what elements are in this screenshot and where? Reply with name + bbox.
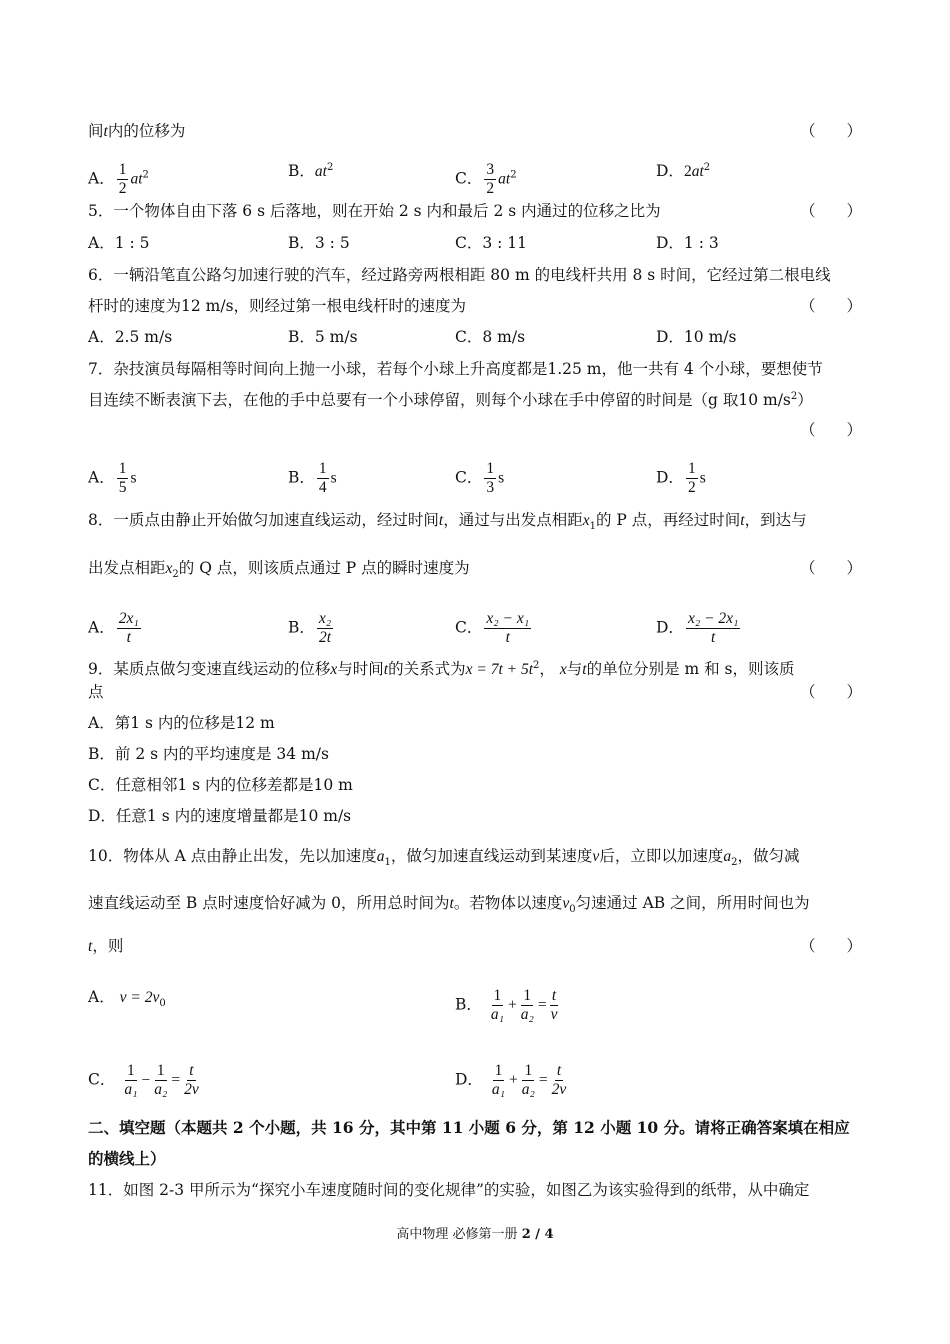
q6-option-b: B．5 m/s [288, 328, 358, 346]
q4-option-d: D．$2at^2$ [656, 161, 711, 180]
q9-option-d: D．任意1 s 内的速度增量都是10 m/s [88, 807, 352, 825]
q10-stem-line2: 速直线运动至 B 点时速度恰好减为 0，所用总时间为t。若物体以速度$v_0$匀速通过 AB 之间，所用时间也为 [88, 894, 810, 916]
q7-option-a: A． $\frac{1}{5}$ s [88, 460, 137, 496]
q7-stem-line2: 目连续不断表演下去，在他的手中总要有一个小球停留，则每个小球在手中停留的时间是（g 取10 $m/s^2$） [88, 390, 813, 409]
q10-answer-paren: （ ） [800, 937, 863, 955]
q9-stem-line1: 9．某质点做匀变速直线运动的位移x与时间t的关系式为$x = 7t + 5t^2$， x与t的单位分别是 m 和 s，则该质 [88, 659, 795, 678]
q11-stem-line1: 11．如图 2-3 甲所示为“探究小车速度随时间的变化规律”的实验，如图乙为该实验得到的纸带，从中确定 [88, 1181, 810, 1199]
q10-option-d: D． $\frac{1}{\text{a₁}}$ + $\frac{1}{\text{a₂}}$ = $\frac{t}{2v}$ [455, 1062, 567, 1098]
q5-stem: 5．一个物体自由下落 6 s 后落地，则在开始 2 s 内和最后 2 s 内通过的位移之比为 [88, 202, 661, 220]
q8-option-c: C． $\frac{\text{x₂ − x₁}}{t}$ [455, 610, 530, 646]
q5-option-c: C．3 : 11 [455, 234, 528, 252]
q6-option-d: D．10 m/s [656, 328, 737, 346]
q6-stem-line2: 杆时的速度为12 m/s，则经过第一根电线杆时的速度为 [88, 297, 467, 315]
q4-option-c: C． $\frac{3}{2}$ $at^2$ [455, 161, 517, 197]
q4-option-a: A． $\frac{1}{2}$ $at^2$ [88, 161, 149, 197]
q8-stem-line2: 出发点相距$x_2$的 Q 点，则该质点通过 P 点的瞬时速度为 [88, 559, 470, 581]
q10-stem-line1: 10．物体从 A 点由静止出发，先以加速度$a_1$，做匀加速直线运动到某速度v后，立即以加速度$a_2$，做匀减 [88, 847, 800, 869]
q7-option-c: C． $\frac{1}{3}$ s [455, 460, 505, 496]
q5-option-b: B．3 : 5 [288, 234, 350, 252]
q7-option-b: B． $\frac{1}{4}$ s [288, 460, 337, 496]
q7-option-d: D． $\frac{1}{2}$ s [656, 460, 706, 496]
q6-option-c: C．8 m/s [455, 328, 526, 346]
q5-option-a: A．1 : 5 [88, 234, 150, 252]
section2-heading-line1: 二、填空题（本题共 2 个小题，共 16 分，其中第 11 小题 6 分，第 12 小题 10 分。请将正确答案填在相应 [88, 1118, 850, 1137]
q8-stem-line1: 8．一质点由静止开始做匀加速直线运动，经过时间t，通过与出发点相距$x_1$的 P 点，再经过时间t，到达与 [88, 511, 807, 533]
q9-option-c: C．任意相邻1 s 内的位移差都是10 m [88, 776, 353, 794]
q4-stem: 间t内的位移为 [88, 122, 186, 140]
q6-answer-paren: （ ） [800, 297, 863, 315]
q8-option-a: A． $\frac{\text{2x₁}}{t}$ [88, 610, 139, 646]
q4-option-b: B．$at^2$ [288, 161, 334, 180]
page-number: 2 / 4 [521, 1227, 554, 1242]
q8-option-d: D． $\frac{\text{x₂ − 2x₁}}{t}$ [656, 610, 739, 646]
q10-option-b: B． $\frac{1}{\text{a₁}}$ + $\frac{1}{\text{a₂}}$ = $\frac{t}{v}$ [455, 987, 558, 1023]
q9-stem-line2: 点 [88, 683, 104, 701]
q8-answer-paren: （ ） [800, 559, 863, 577]
q7-answer-paren: （ ） [800, 421, 863, 439]
q7-stem-line1: 7．杂技演员每隔相等时间向上抛一小球，若每个小球上升高度都是1.25 m，他一共有 4 个小球，要想使节 [88, 360, 823, 378]
q6-stem-line1: 6．一辆沿笔直公路匀加速行驶的汽车，经过路旁两根相距 80 m 的电线杆共用 8 s 时间，它经过第二根电线 [88, 266, 831, 284]
q5-answer-paren: （ ） [800, 202, 863, 220]
q10-stem-line3: t，则 [88, 937, 124, 955]
q10-option-c: C． $\frac{1}{\text{a₁}}$ − $\frac{1}{\text{a₂}}$ = $\frac{t}{2v}$ [88, 1062, 199, 1098]
section2-heading-line2: 的横线上） [88, 1149, 166, 1168]
q5-option-d: D．1 : 3 [656, 234, 719, 252]
page-footer: 高中物理 必修第一册 2 / 4 [396, 1227, 554, 1242]
q9-answer-paren: （ ） [800, 683, 863, 701]
q9-option-b: B．前 2 s 内的平均速度是 34 m/s [88, 745, 329, 763]
q10-option-a: A． $v = 2v_0$ [88, 988, 166, 1010]
q8-option-b: B． $\frac{\text{x₂}}{2t}$ [288, 610, 332, 646]
q4-answer-paren: （ ） [800, 122, 863, 140]
q9-option-a: A．第1 s 内的位移是12 m [88, 714, 275, 732]
q6-option-a: A．2.5 m/s [88, 328, 173, 346]
